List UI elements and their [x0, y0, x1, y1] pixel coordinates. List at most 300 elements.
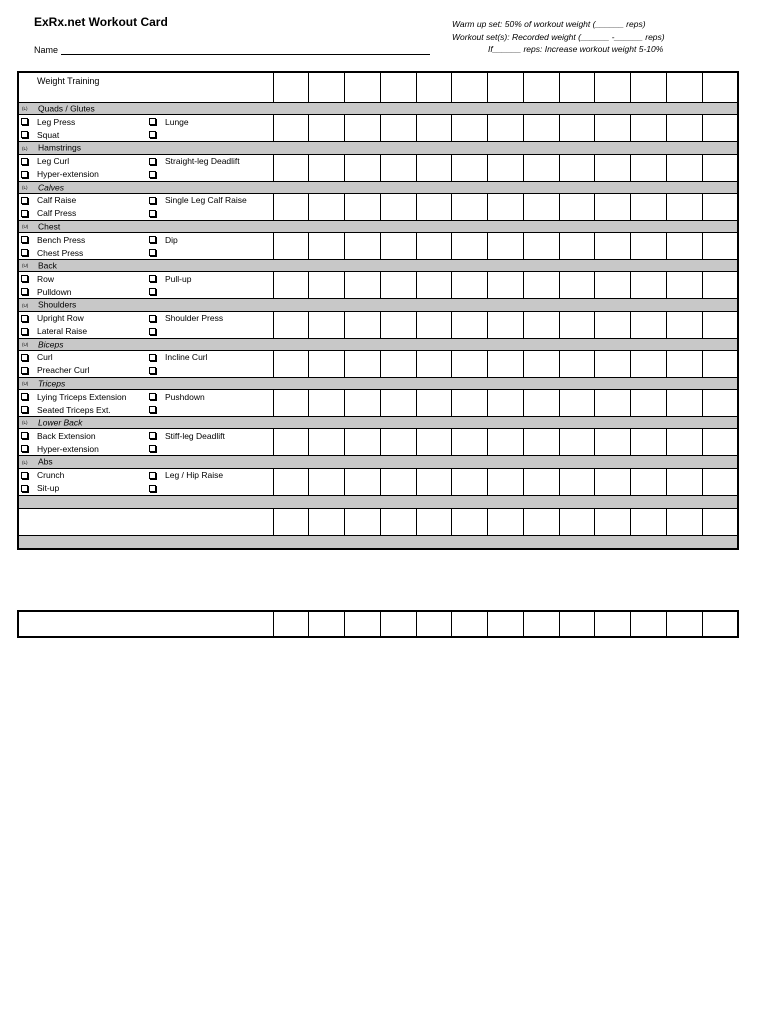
entry-cell[interactable] [488, 508, 524, 535]
muscle-group-name: Abs [38, 456, 53, 467]
entry-cell[interactable] [416, 390, 452, 417]
entry-cell[interactable] [309, 272, 345, 299]
entry-cell[interactable] [631, 611, 667, 637]
exercise-row [18, 468, 738, 495]
entry-cell[interactable] [273, 611, 309, 637]
entry-cell[interactable] [273, 508, 309, 535]
muscle-group-header [18, 103, 738, 115]
entry-cell[interactable] [523, 611, 559, 637]
entry-cell[interactable] [416, 611, 452, 637]
entry-cell[interactable] [702, 115, 738, 142]
entry-cell[interactable] [702, 468, 738, 495]
entry-cell[interactable] [309, 611, 345, 637]
entry-cell[interactable] [345, 508, 381, 535]
checkbox-icon[interactable] [21, 472, 28, 479]
entry-cell[interactable] [416, 429, 452, 456]
entry-cell[interactable] [702, 311, 738, 338]
entry-cell[interactable] [345, 390, 381, 417]
entry-cell[interactable] [309, 233, 345, 260]
exercise-options [18, 390, 273, 417]
muscle-group-row [18, 299, 738, 311]
exercise-options [18, 154, 273, 181]
checkbox-icon[interactable] [149, 367, 156, 374]
entry-cell[interactable] [666, 350, 702, 377]
instructions [452, 18, 665, 56]
entry-cell[interactable] [631, 390, 667, 417]
entry-cell[interactable] [416, 468, 452, 495]
checkbox-icon[interactable] [149, 432, 156, 439]
checkbox-icon[interactable] [21, 288, 28, 295]
blank-exercise-label[interactable] [18, 508, 273, 535]
entry-cell[interactable] [345, 72, 381, 103]
exercise-row [18, 350, 738, 377]
checkbox-icon[interactable] [21, 315, 28, 322]
muscle-group-row [18, 142, 738, 154]
entry-cell[interactable] [380, 72, 416, 103]
exercise-option-line [19, 312, 273, 325]
exercise-options [18, 350, 273, 377]
entry-cell[interactable] [273, 390, 309, 417]
exercise-row [18, 115, 738, 142]
entry-cell[interactable] [380, 468, 416, 495]
entry-cell[interactable] [595, 72, 631, 103]
entry-cell[interactable] [488, 311, 524, 338]
checkbox-icon[interactable] [149, 354, 156, 361]
exercise-options [18, 115, 273, 142]
entry-cell[interactable] [309, 154, 345, 181]
entry-cell[interactable] [416, 72, 452, 103]
exercise-options [18, 468, 273, 495]
exercise-options [18, 272, 273, 299]
entry-cell[interactable] [631, 429, 667, 456]
entry-cell[interactable] [559, 429, 595, 456]
checkbox-icon[interactable] [149, 131, 156, 138]
entry-cell[interactable] [345, 233, 381, 260]
entry-cell[interactable] [488, 154, 524, 181]
entry-cell[interactable] [559, 72, 595, 103]
entry-cell[interactable] [416, 233, 452, 260]
entry-cell[interactable] [523, 272, 559, 299]
checkbox-icon[interactable] [149, 210, 156, 217]
entry-cell[interactable] [559, 468, 595, 495]
muscle-group-row [18, 377, 738, 389]
entry-cell[interactable] [595, 154, 631, 181]
entry-cell[interactable] [273, 272, 309, 299]
entry-cell[interactable] [523, 115, 559, 142]
entry-cell[interactable] [452, 233, 488, 260]
entry-cell[interactable] [702, 154, 738, 181]
entry-cell[interactable] [702, 193, 738, 220]
checkbox-icon[interactable] [149, 197, 156, 204]
entry-cell[interactable] [488, 468, 524, 495]
entry-cell[interactable] [702, 429, 738, 456]
entry-cell[interactable] [452, 390, 488, 417]
exercise-name: Stiff-leg Deadlift [165, 430, 225, 441]
muscle-group-name: Calves [38, 181, 64, 192]
entry-cell[interactable] [666, 468, 702, 495]
exercise-option-line [19, 207, 273, 220]
entry-cell[interactable] [380, 350, 416, 377]
entry-cell[interactable] [416, 272, 452, 299]
entry-cell[interactable] [345, 115, 381, 142]
entry-cell[interactable] [631, 311, 667, 338]
exercise-option-line [19, 246, 273, 259]
body-region-mark: (U) [22, 381, 29, 386]
checkbox-icon[interactable] [21, 328, 28, 335]
checkbox-icon[interactable] [21, 354, 28, 361]
checkbox-icon[interactable] [149, 406, 156, 413]
exercise-option-line [19, 194, 273, 207]
checkbox-icon[interactable] [21, 275, 28, 282]
entry-cell[interactable] [488, 350, 524, 377]
exercise-name: Pushdown [165, 391, 205, 402]
entry-cell[interactable] [273, 429, 309, 456]
entry-cell[interactable] [595, 429, 631, 456]
exercise-name: Lying Triceps Extension [37, 391, 127, 402]
exercise-option-line [19, 233, 273, 246]
extra-row [18, 611, 738, 637]
muscle-group-name: Hamstrings [38, 142, 81, 153]
entry-cell[interactable] [631, 154, 667, 181]
entry-cell[interactable] [666, 429, 702, 456]
checkbox-icon[interactable] [21, 367, 28, 374]
exercise-option-line [19, 390, 273, 403]
body-region-mark: (L) [22, 106, 28, 112]
blank-group-band [18, 495, 738, 508]
entry-cell[interactable] [416, 508, 452, 535]
checkbox-icon[interactable] [149, 171, 156, 178]
checkbox-icon[interactable] [21, 445, 28, 452]
name-label: Name [34, 45, 59, 55]
entry-cell[interactable] [416, 311, 452, 338]
exercise-option-line [19, 128, 273, 141]
entry-cell[interactable] [452, 115, 488, 142]
exercise-option-line [19, 364, 273, 377]
muscle-group-header [18, 456, 738, 468]
entry-cell[interactable] [631, 233, 667, 260]
workout-table [17, 71, 739, 550]
weight-training-label: Weight Training [37, 76, 100, 86]
exercise-option-line [19, 272, 273, 285]
entry-cell[interactable] [595, 468, 631, 495]
entry-cell[interactable] [452, 429, 488, 456]
entry-cell[interactable] [631, 272, 667, 299]
entry-cell[interactable] [559, 508, 595, 535]
checkbox-icon[interactable] [21, 432, 28, 439]
entry-cell[interactable] [273, 72, 309, 103]
exercise-name: Pulldown [37, 286, 72, 297]
entry-cell[interactable] [345, 154, 381, 181]
entry-cell[interactable] [309, 429, 345, 456]
entry-cell[interactable] [595, 611, 631, 637]
muscle-group-row [18, 417, 738, 429]
blank-group-band [18, 535, 738, 549]
entry-cell[interactable] [631, 193, 667, 220]
muscle-group-name: Biceps [38, 338, 64, 349]
checkbox-icon[interactable] [149, 315, 156, 322]
entry-cell[interactable] [702, 611, 738, 637]
entry-cell[interactable] [559, 350, 595, 377]
entry-cell[interactable] [273, 193, 309, 220]
body-region-mark: (L) [22, 184, 28, 190]
muscle-group-header [18, 299, 738, 311]
entry-cell[interactable] [631, 468, 667, 495]
checkbox-icon[interactable] [21, 236, 28, 243]
entry-cell[interactable] [702, 272, 738, 299]
checkbox-icon[interactable] [21, 393, 28, 400]
entry-cell[interactable] [595, 350, 631, 377]
muscle-group-name: Chest [38, 221, 61, 231]
checkbox-icon[interactable] [21, 406, 28, 413]
exercise-options [18, 429, 273, 456]
entry-cell[interactable] [523, 429, 559, 456]
entry-cell[interactable] [488, 429, 524, 456]
entry-cell[interactable] [345, 429, 381, 456]
entry-cell[interactable] [631, 115, 667, 142]
entry-cell[interactable] [380, 311, 416, 338]
checkbox-icon[interactable] [21, 197, 28, 204]
exercise-options [18, 311, 273, 338]
exercise-options [18, 193, 273, 220]
exercise-name: Calf Press [37, 208, 77, 219]
entry-cell[interactable] [452, 508, 488, 535]
entry-cell[interactable] [345, 272, 381, 299]
blank-band-cell [18, 535, 738, 549]
entry-cell[interactable] [380, 508, 416, 535]
exercise-row [18, 272, 738, 299]
exercise-name: Pull-up [165, 273, 192, 284]
entry-cell[interactable] [559, 311, 595, 338]
entry-cell[interactable] [523, 468, 559, 495]
entry-cell[interactable] [595, 390, 631, 417]
entry-cell[interactable] [273, 233, 309, 260]
entry-cell[interactable] [488, 611, 524, 637]
entry-cell[interactable] [273, 311, 309, 338]
blank-band-cell [18, 495, 738, 508]
muscle-group-row [18, 181, 738, 193]
entry-cell[interactable] [559, 115, 595, 142]
entry-cell[interactable] [523, 508, 559, 535]
checkbox-icon[interactable] [149, 472, 156, 479]
muscle-group-header [18, 417, 738, 429]
checkbox-icon[interactable] [149, 158, 156, 165]
entry-cell[interactable] [380, 233, 416, 260]
checkbox-icon[interactable] [21, 171, 28, 178]
checkbox-icon[interactable] [149, 485, 156, 492]
exercise-name: Lateral Raise [37, 326, 88, 336]
entry-cell[interactable] [559, 193, 595, 220]
entry-cell[interactable] [452, 193, 488, 220]
exercise-row [18, 193, 738, 220]
checkbox-icon[interactable] [149, 249, 156, 256]
entry-cell[interactable] [666, 311, 702, 338]
entry-cell[interactable] [488, 390, 524, 417]
entry-cell[interactable] [380, 429, 416, 456]
entry-cell[interactable] [559, 272, 595, 299]
entry-cell[interactable] [309, 115, 345, 142]
entry-cell[interactable] [523, 72, 559, 103]
body-region-mark: (L) [22, 459, 28, 465]
entry-cell[interactable] [595, 193, 631, 220]
entry-cell[interactable] [380, 154, 416, 181]
entry-cell[interactable] [631, 508, 667, 535]
entry-cell[interactable] [559, 154, 595, 181]
entry-cell[interactable] [273, 115, 309, 142]
entry-cell[interactable] [309, 311, 345, 338]
entry-cell[interactable] [309, 390, 345, 417]
entry-cell[interactable] [380, 390, 416, 417]
entry-cell[interactable] [595, 508, 631, 535]
entry-cell[interactable] [631, 350, 667, 377]
workout-set-note: Workout set(s): Recorded weight (______ -______ reps) [452, 31, 665, 42]
checkbox-icon[interactable] [149, 288, 156, 295]
entry-cell[interactable] [452, 311, 488, 338]
muscle-group-header [18, 142, 738, 154]
entry-cell[interactable] [345, 468, 381, 495]
entry-cell[interactable] [488, 272, 524, 299]
exercise-option-line [19, 442, 273, 455]
entry-cell[interactable] [416, 154, 452, 181]
entry-cell[interactable] [273, 468, 309, 495]
name-line [34, 45, 430, 55]
entry-cell[interactable] [559, 390, 595, 417]
entry-cell[interactable] [452, 468, 488, 495]
blank-exercise-row [18, 508, 738, 535]
entry-cell[interactable] [666, 272, 702, 299]
entry-cell[interactable] [666, 193, 702, 220]
muscle-group-header [18, 377, 738, 389]
entry-cell[interactable] [523, 311, 559, 338]
entry-cell[interactable] [595, 311, 631, 338]
entry-cell[interactable] [666, 390, 702, 417]
entry-cell[interactable] [631, 72, 667, 103]
entry-cell[interactable] [523, 154, 559, 181]
exercise-option-line [19, 482, 273, 495]
exercise-name: Back Extension [37, 430, 96, 441]
entry-cell[interactable] [702, 350, 738, 377]
entry-cell[interactable] [416, 193, 452, 220]
entry-cell[interactable] [702, 72, 738, 103]
exercise-row [18, 233, 738, 260]
checkbox-icon[interactable] [21, 485, 28, 492]
body-region-mark: (U) [22, 341, 29, 347]
entry-cell[interactable] [666, 154, 702, 181]
checkbox-icon[interactable] [21, 210, 28, 217]
checkbox-icon[interactable] [21, 249, 28, 256]
entry-cell[interactable] [345, 311, 381, 338]
muscle-group-name: Shoulders [38, 299, 77, 310]
entry-cell[interactable] [416, 115, 452, 142]
checkbox-icon[interactable] [149, 445, 156, 452]
entry-cell[interactable] [309, 508, 345, 535]
exercise-name: Shoulder Press [165, 313, 224, 323]
muscle-group-name: Triceps [38, 378, 66, 388]
entry-cell[interactable] [309, 193, 345, 220]
entry-cell[interactable] [309, 350, 345, 377]
muscle-group-row [18, 103, 738, 115]
exercise-name: Preacher Curl [37, 365, 90, 376]
checkbox-icon[interactable] [21, 158, 28, 165]
entry-cell[interactable] [380, 272, 416, 299]
entry-cell[interactable] [523, 350, 559, 377]
checkbox-icon[interactable] [21, 131, 28, 138]
entry-cell[interactable] [559, 233, 595, 260]
entry-cell[interactable] [666, 611, 702, 637]
exercise-option-line [19, 155, 273, 168]
exercise-name: Single Leg Calf Raise [165, 195, 247, 206]
entry-cell[interactable] [452, 154, 488, 181]
entry-cell[interactable] [345, 611, 381, 637]
entry-cell[interactable] [345, 350, 381, 377]
entry-cell[interactable] [452, 350, 488, 377]
entry-cell[interactable] [380, 115, 416, 142]
checkbox-icon[interactable] [149, 328, 156, 335]
muscle-group-header [18, 220, 738, 232]
entry-cell[interactable] [273, 154, 309, 181]
entry-cell[interactable] [416, 350, 452, 377]
name-field[interactable] [61, 45, 430, 55]
entry-cell[interactable] [488, 72, 524, 103]
entry-cell[interactable] [666, 72, 702, 103]
exercise-name: Calf Raise [37, 195, 77, 206]
entry-cell[interactable] [702, 233, 738, 260]
exercise-option-line [19, 351, 273, 364]
entry-cell[interactable] [702, 390, 738, 417]
entry-cell[interactable] [523, 233, 559, 260]
exercise-option-line [19, 403, 273, 416]
entry-cell[interactable] [452, 272, 488, 299]
entry-cell[interactable] [345, 193, 381, 220]
entry-cell[interactable] [488, 233, 524, 260]
entry-cell[interactable] [666, 508, 702, 535]
entry-cell[interactable] [523, 193, 559, 220]
checkbox-icon[interactable] [149, 393, 156, 400]
entry-cell[interactable] [309, 72, 345, 103]
entry-cell[interactable] [666, 115, 702, 142]
muscle-group-row [18, 260, 738, 272]
exercise-option-line [19, 469, 273, 482]
checkbox-icon[interactable] [149, 275, 156, 282]
muscle-group-header [18, 260, 738, 272]
table-header-row [18, 72, 738, 103]
muscle-group-header [18, 181, 738, 193]
exercise-name: Hyper-extension [37, 169, 99, 179]
entry-cell[interactable] [309, 468, 345, 495]
entry-cell[interactable] [488, 193, 524, 220]
entry-cell[interactable] [380, 193, 416, 220]
checkbox-icon[interactable] [149, 236, 156, 243]
exercise-row [18, 390, 738, 417]
checkbox-icon[interactable] [149, 118, 156, 125]
entry-cell[interactable] [452, 72, 488, 103]
entry-cell[interactable] [380, 611, 416, 637]
entry-cell[interactable] [488, 115, 524, 142]
entry-cell[interactable] [595, 272, 631, 299]
extra-row-label[interactable] [18, 611, 273, 637]
entry-cell[interactable] [559, 611, 595, 637]
entry-cell[interactable] [595, 233, 631, 260]
checkbox-icon[interactable] [21, 118, 28, 125]
entry-cell[interactable] [523, 390, 559, 417]
entry-cell[interactable] [702, 508, 738, 535]
entry-cell[interactable] [666, 233, 702, 260]
exercise-name: Row [37, 273, 55, 284]
entry-cell[interactable] [273, 350, 309, 377]
exercise-name: Leg Press [37, 116, 76, 127]
exercise-option-line [19, 285, 273, 298]
entry-cell[interactable] [452, 611, 488, 637]
entry-cell[interactable] [595, 115, 631, 142]
